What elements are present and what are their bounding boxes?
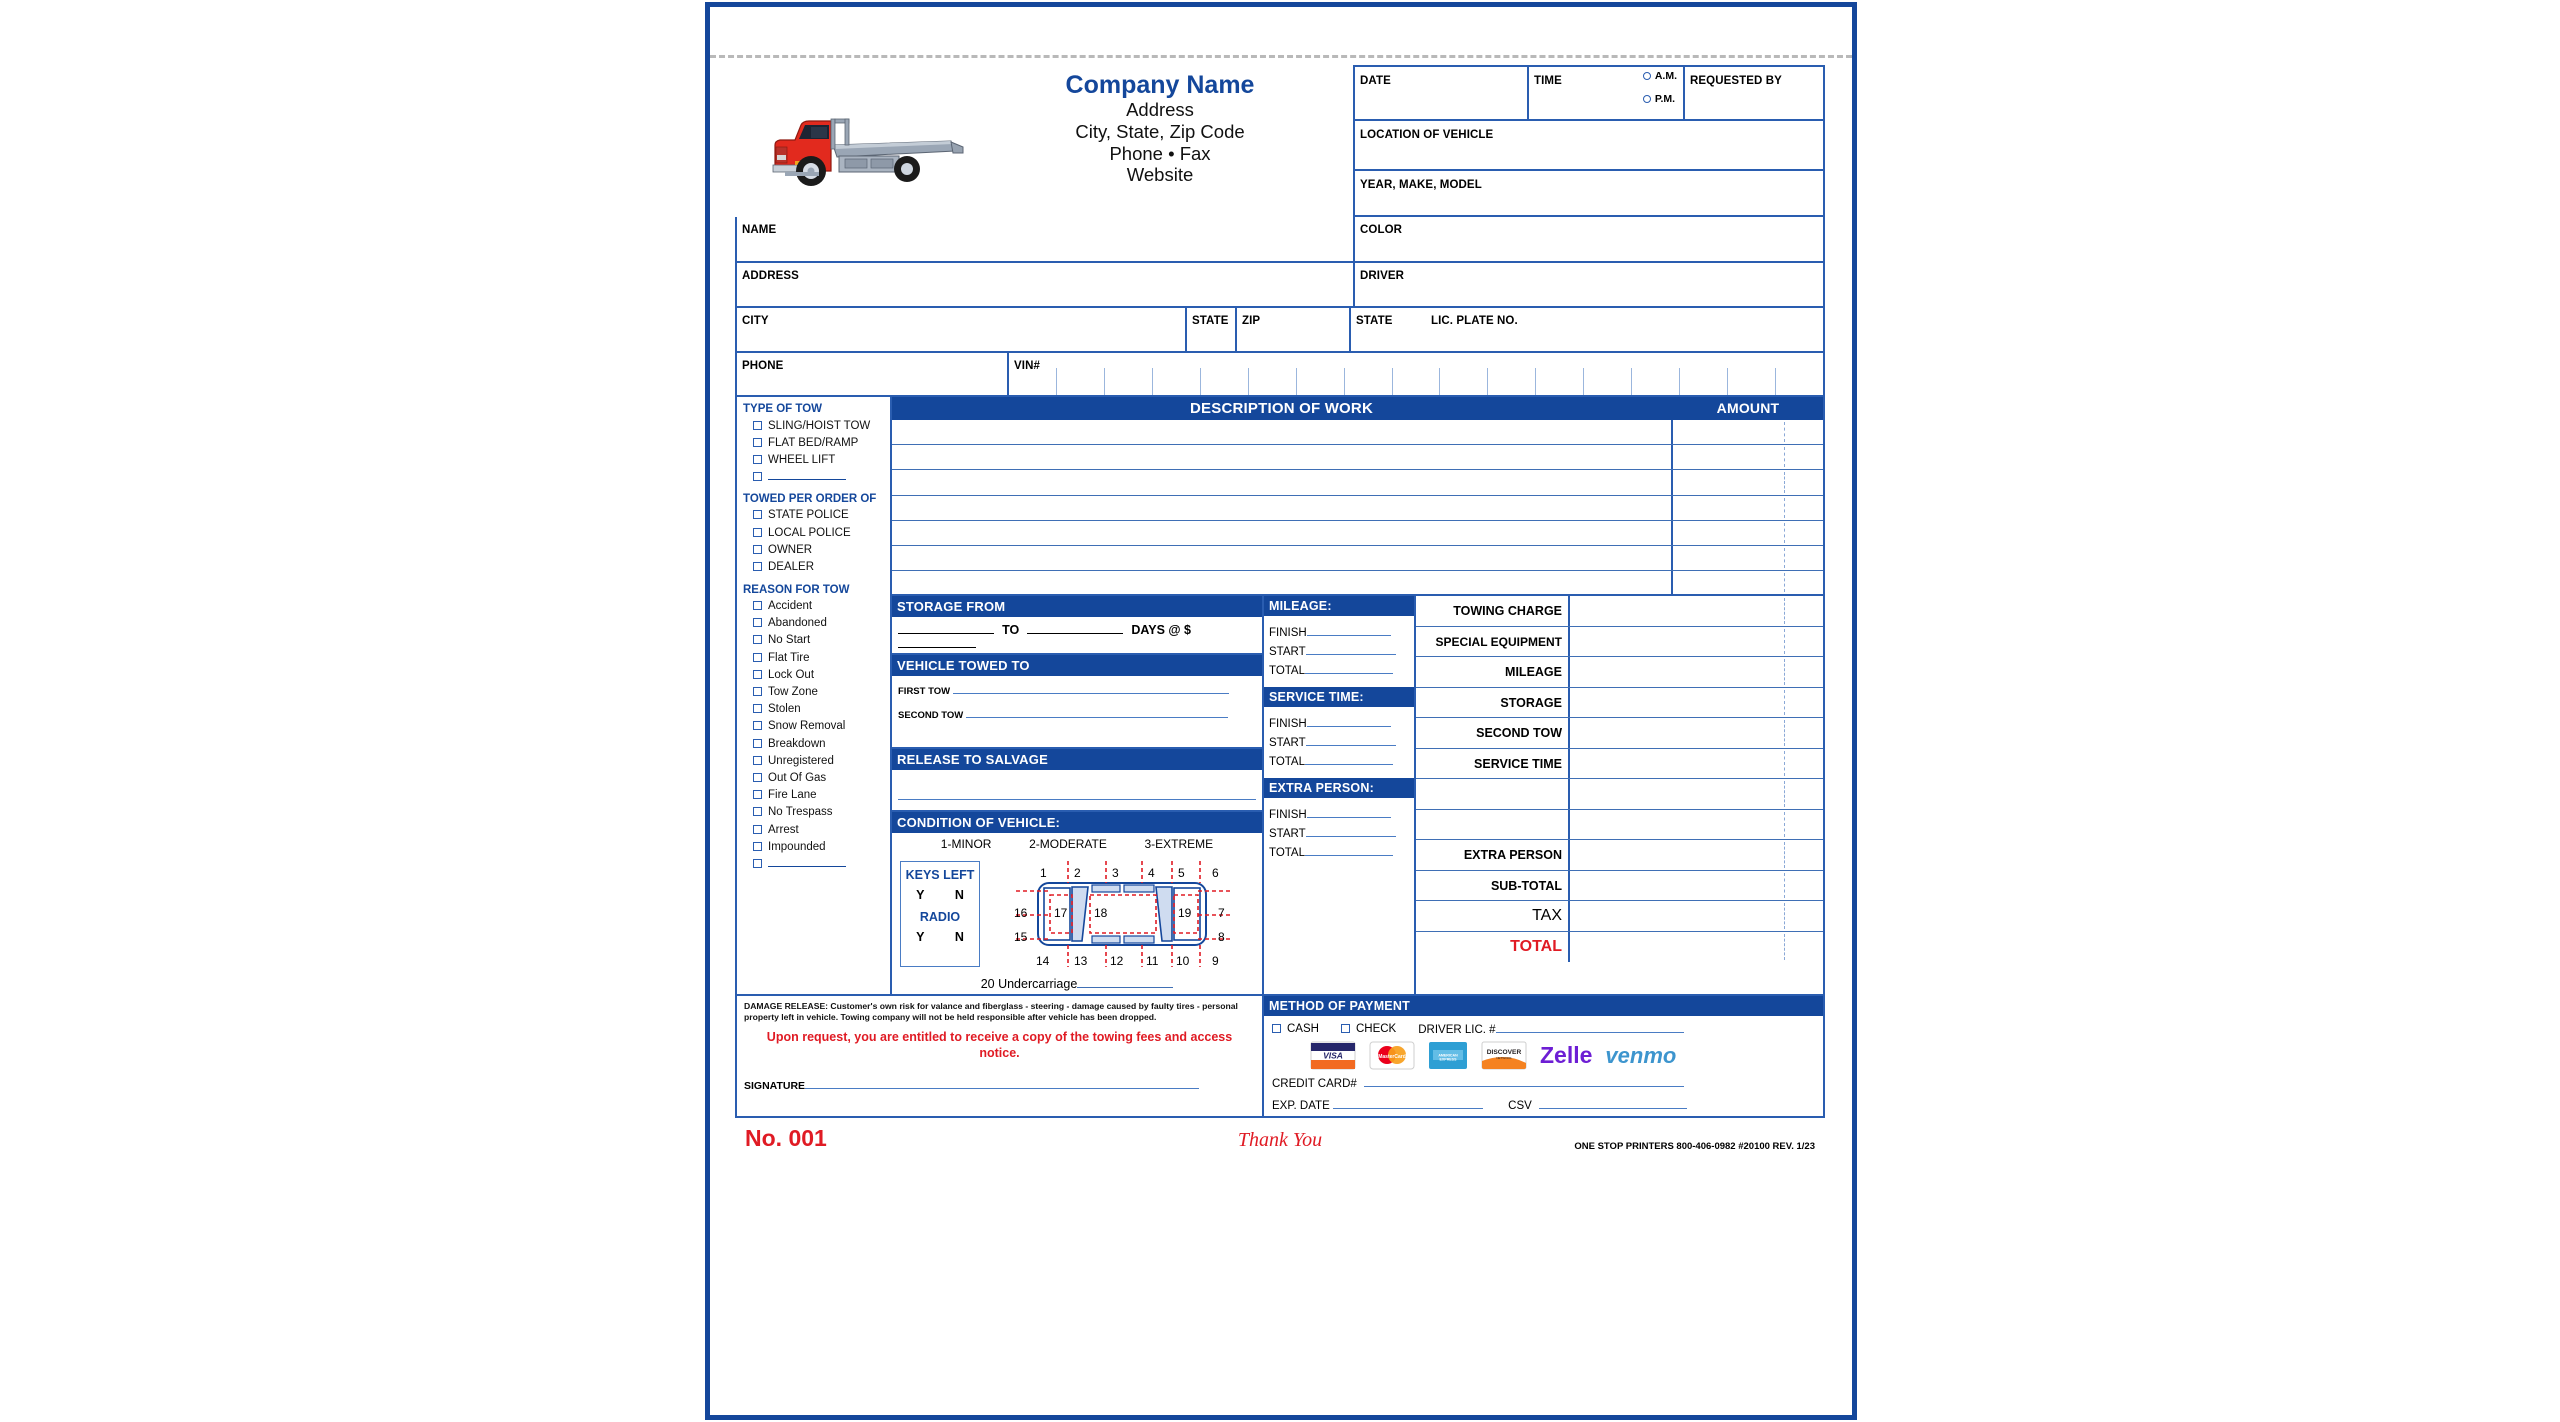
checkbox-icon	[753, 635, 762, 644]
checkbox-icon	[753, 807, 762, 816]
service-finish-input[interactable]	[1307, 716, 1391, 727]
checkbox-icon	[753, 455, 762, 464]
checkbox-sidebar	[737, 397, 892, 994]
checkbox-owner[interactable]: OWNER	[743, 541, 885, 558]
keys-left-label: KEYS LEFT	[905, 868, 975, 883]
mileage-total-row[interactable]: TOTAL	[1269, 663, 1410, 677]
work-row[interactable]	[892, 445, 1823, 470]
svg-text:12: 12	[1110, 954, 1124, 969]
svg-text:4: 4	[1148, 866, 1155, 881]
svg-text:17: 17	[1054, 906, 1068, 921]
field-requested-by[interactable]: REQUESTED BY	[1683, 67, 1823, 119]
service-time-title: SERVICE TIME:	[1264, 687, 1414, 707]
charge-row-total[interactable]: TOTAL	[1416, 932, 1823, 963]
checkbox-tow-type-other[interactable]	[743, 469, 885, 486]
first-tow-input[interactable]	[953, 682, 1229, 694]
checkbox-impounded[interactable]: Impounded	[743, 838, 885, 855]
storage-rate-input[interactable]	[898, 637, 976, 648]
scale-moderate: 2-MODERATE	[1029, 837, 1107, 852]
work-description-cell[interactable]	[892, 445, 1671, 469]
vin-tick-cells	[1009, 368, 1823, 395]
charge-row-mileage[interactable]: MILEAGE	[1416, 657, 1823, 688]
work-amount-cell[interactable]	[1671, 496, 1823, 520]
charge-row-extra-person[interactable]: EXTRA PERSON	[1416, 840, 1823, 871]
accepted-card-logos	[1272, 1036, 1815, 1074]
work-row[interactable]	[892, 420, 1823, 445]
checkbox-icon	[753, 790, 762, 799]
service-total-row[interactable]: TOTAL	[1269, 754, 1410, 768]
work-row[interactable]	[892, 521, 1823, 546]
salvage-input[interactable]	[898, 776, 1256, 800]
checkbox-icon	[753, 472, 762, 481]
pm-radio-icon	[1643, 95, 1651, 103]
keys-left-yes[interactable]: Y	[916, 888, 925, 903]
checkbox-icon	[753, 528, 762, 537]
work-description-cell[interactable]	[892, 420, 1671, 444]
damage-release-text: DAMAGE RELEASE: Customer's own risk for valance and fiberglass - steering - damage caused by faulty tires - personal property left in vehicle. Towing company will not be held responsible after vehicle has been dropped.	[744, 1001, 1238, 1023]
charge-amount-cell[interactable]	[1568, 718, 1823, 748]
charge-amount-cell[interactable]	[1568, 657, 1823, 687]
checkbox-flat-tire[interactable]: Flat Tire	[743, 649, 885, 666]
signature-input[interactable]	[805, 1077, 1199, 1089]
charge-row-storage[interactable]: STORAGE	[1416, 688, 1823, 719]
checkbox-reason-other[interactable]	[743, 855, 885, 872]
checkbox-stolen[interactable]: Stolen	[743, 701, 885, 718]
charge-amount-cell[interactable]	[1568, 871, 1823, 901]
extra-finish-row[interactable]: FINISH	[1269, 807, 1410, 821]
field-plate[interactable]: STATE LIC. PLATE NO.	[1349, 308, 1823, 351]
field-state[interactable]: STATE	[1185, 308, 1235, 351]
checkbox-state-police[interactable]: STATE POLICE	[743, 507, 885, 524]
charge-amount-cell[interactable]	[1568, 779, 1823, 809]
svg-text:18: 18	[1094, 906, 1108, 921]
reason-for-tow-title: REASON FOR TOW	[743, 583, 850, 596]
svg-text:11: 11	[1146, 954, 1159, 969]
credit-card-input[interactable]	[1364, 1075, 1684, 1087]
field-vin[interactable]: VIN#	[1007, 353, 1823, 395]
storage-tow-condition-column	[892, 596, 1264, 994]
svg-text:15: 15	[1014, 930, 1028, 945]
type-of-tow-title: TYPE OF TOW	[743, 403, 823, 415]
work-amount-cell[interactable]	[1671, 420, 1823, 444]
mileage-finish-row[interactable]: FINISH	[1269, 625, 1410, 639]
method-of-payment-title: METHOD OF PAYMENT	[1264, 996, 1823, 1016]
amount-column-title: AMOUNT	[1671, 397, 1823, 420]
company-name: Company Name	[1065, 71, 1255, 99]
checkbox-arrest[interactable]: Arrest	[743, 821, 885, 838]
amex-logo-icon	[1428, 1041, 1468, 1070]
second-tow-row[interactable]: SECOND TOW	[898, 706, 1256, 721]
checkbox-check[interactable]: CHECK	[1341, 1023, 1396, 1035]
charge-amount-cell[interactable]	[1568, 810, 1823, 840]
mileage-start-row[interactable]: START	[1269, 644, 1410, 658]
keys-left-no[interactable]: N	[954, 888, 964, 903]
extra-person-title: EXTRA PERSON:	[1264, 778, 1414, 798]
vehicle-damage-diagram[interactable]	[984, 855, 1256, 973]
work-amount-cell[interactable]	[1671, 546, 1823, 570]
vehicle-towed-to-title: VEHICLE TOWED TO	[892, 655, 1262, 676]
undercarriage-input[interactable]	[1077, 976, 1173, 988]
towed-per-order-title: TOWED PER ORDER OF	[743, 492, 877, 505]
company-block	[735, 65, 1353, 217]
mileage-title: MILEAGE:	[1264, 596, 1414, 616]
checkbox-icon	[753, 438, 762, 447]
checkbox-icon	[753, 601, 762, 610]
charge-row-special-equipment[interactable]: SPECIAL EQUIPMENT	[1416, 627, 1823, 658]
work-description-cell[interactable]	[892, 521, 1671, 545]
field-customer-name[interactable]: NAME	[742, 224, 777, 236]
svg-text:19: 19	[1178, 906, 1192, 921]
company-info	[971, 71, 1349, 186]
checkbox-no-start[interactable]: No Start	[743, 632, 885, 649]
checkbox-icon	[753, 739, 762, 748]
work-and-charges	[892, 397, 1823, 994]
csv-input[interactable]	[1539, 1097, 1687, 1109]
first-tow-row[interactable]: FIRST TOW	[898, 682, 1256, 697]
checkbox-no-trespass[interactable]: No Trespass	[743, 804, 885, 821]
svg-text:16: 16	[1014, 906, 1028, 921]
checkbox-local-police[interactable]: LOCAL POLICE	[743, 524, 885, 541]
svg-text:2: 2	[1074, 866, 1081, 881]
service-start-row[interactable]: START	[1269, 735, 1410, 749]
checkbox-snow-removal[interactable]: Snow Removal	[743, 718, 885, 735]
payment-top-row	[1272, 1021, 1815, 1036]
extra-total-input[interactable]	[1305, 845, 1393, 856]
towed-to-fields	[892, 676, 1262, 749]
extra-start-row[interactable]: START	[1269, 826, 1410, 840]
checkbox-icon	[753, 756, 762, 765]
checkbox-sling-hoist-tow[interactable]: SLING/HOIST TOW	[743, 417, 885, 434]
form-body	[735, 397, 1825, 996]
condition-of-vehicle-section	[892, 833, 1262, 994]
work-description-cell[interactable]	[892, 496, 1671, 520]
checkbox-fire-lane[interactable]: Fire Lane	[743, 787, 885, 804]
work-amount-cell[interactable]	[1671, 470, 1823, 494]
radio-pm[interactable]: P.M.	[1643, 93, 1677, 105]
release-to-salvage-title: RELEASE TO SALVAGE	[892, 749, 1262, 770]
work-row[interactable]	[892, 470, 1823, 495]
field-driver[interactable]: DRIVER	[1353, 263, 1823, 306]
field-phone[interactable]: PHONE	[742, 360, 784, 372]
extra-total-row[interactable]: TOTAL	[1269, 845, 1410, 859]
checkbox-out-of-gas[interactable]: Out Of Gas	[743, 769, 885, 786]
charge-amount-cell[interactable]	[1568, 749, 1823, 779]
charge-row-towing[interactable]: TOWING CHARGE	[1416, 596, 1823, 627]
charge-amount-cell[interactable]	[1568, 932, 1823, 963]
checkbox-flat-bed-ramp[interactable]: FLAT BED/RAMP	[743, 434, 885, 451]
work-row[interactable]	[892, 571, 1823, 596]
charge-amount-cell[interactable]	[1568, 901, 1823, 931]
description-of-work-header	[892, 397, 1823, 420]
keys-radio-box	[900, 861, 980, 967]
thank-you-text: Thank You	[1237, 1129, 1323, 1152]
svg-text:7: 7	[1218, 906, 1225, 921]
scale-minor: 1-MINOR	[940, 837, 992, 852]
form-header	[735, 65, 1825, 217]
storage-from-title: STORAGE FROM	[892, 596, 1262, 617]
service-total-input[interactable]	[1305, 754, 1393, 765]
work-row[interactable]	[892, 496, 1823, 521]
car-top-view-diagram[interactable]	[984, 855, 1256, 973]
payment-block	[1264, 996, 1823, 1116]
charge-row-service-time[interactable]: SERVICE TIME	[1416, 749, 1823, 780]
svg-text:VISA: VISA	[1323, 1050, 1343, 1061]
charge-amount-cell[interactable]	[1568, 596, 1823, 626]
customer-vehicle-block	[735, 217, 1825, 397]
checkbox-accident[interactable]: Accident	[743, 598, 885, 615]
checkbox-icon	[753, 618, 762, 627]
second-tow-input[interactable]	[966, 706, 1228, 718]
invoice-page	[705, 2, 1857, 1420]
checkbox-icon	[753, 670, 762, 679]
checkbox-icon	[753, 510, 762, 519]
field-credit-card[interactable]: CREDIT CARD#	[1272, 1074, 1815, 1097]
tow-truck-icon	[755, 101, 967, 189]
work-description-cell[interactable]	[892, 546, 1671, 570]
svg-text:5: 5	[1178, 866, 1185, 881]
field-date[interactable]: DATE	[1360, 75, 1391, 87]
field-year-make-model[interactable]: YEAR, MAKE, MODEL	[1360, 179, 1482, 191]
description-of-work-rows	[892, 420, 1823, 596]
undercarriage-row[interactable]: 20 Undercarriage	[892, 975, 1262, 994]
svg-text:9: 9	[1212, 954, 1219, 969]
company-website: Website	[1126, 164, 1194, 186]
checkbox-icon	[753, 545, 762, 554]
storage-from-input[interactable]	[898, 623, 994, 634]
svg-text:MasterCard: MasterCard	[1378, 1054, 1406, 1061]
form-footer	[735, 1118, 1825, 1152]
checkbox-unregistered[interactable]: Unregistered	[743, 752, 885, 769]
tow-invoice-form	[735, 65, 1825, 1152]
mileage-start-input[interactable]	[1306, 644, 1396, 655]
checkbox-dealer[interactable]: DEALER	[743, 558, 885, 575]
checkbox-icon	[753, 842, 762, 851]
checkbox-abandoned[interactable]: Abandoned	[743, 615, 885, 632]
field-zip[interactable]: ZIP	[1235, 308, 1349, 351]
service-time-fields	[1264, 707, 1414, 778]
form-bottom	[735, 996, 1825, 1118]
checkbox-cash[interactable]: CASH	[1272, 1023, 1319, 1035]
svg-text:13: 13	[1074, 954, 1088, 969]
signature-row[interactable]: SIGNATURE	[744, 1071, 1255, 1092]
condition-of-vehicle-title: CONDITION OF VEHICLE:	[892, 812, 1262, 833]
svg-text:DISCOVER: DISCOVER	[1486, 1049, 1522, 1057]
checkbox-icon	[1341, 1024, 1350, 1033]
radio-yes[interactable]: Y	[916, 930, 925, 945]
discover-logo-icon	[1481, 1041, 1527, 1070]
radio-label: RADIO	[919, 910, 961, 925]
release-to-salvage-field[interactable]	[892, 770, 1262, 812]
scale-extreme: 3-EXTREME	[1144, 837, 1214, 852]
work-description-cell[interactable]	[892, 571, 1671, 594]
zelle-logo-icon: Zelle	[1540, 1042, 1593, 1069]
description-of-work-title: DESCRIPTION OF WORK	[1190, 400, 1373, 417]
time-readings-column	[1264, 596, 1416, 994]
svg-text:8: 8	[1218, 930, 1225, 945]
checkbox-icon	[753, 773, 762, 782]
field-city[interactable]: CITY	[742, 315, 769, 327]
checkbox-icon	[753, 825, 762, 834]
svg-text:6: 6	[1212, 866, 1219, 881]
svg-text:3: 3	[1112, 866, 1119, 881]
work-amount-cell[interactable]	[1671, 571, 1823, 594]
svg-text:AMERICAN: AMERICAN	[1438, 1053, 1458, 1058]
exp-date-input[interactable]	[1333, 1097, 1483, 1109]
mileage-total-input[interactable]	[1305, 663, 1393, 674]
damage-release-block	[737, 996, 1264, 1116]
checkbox-icon	[753, 562, 762, 571]
mileage-fields	[1264, 616, 1414, 687]
extra-person-fields	[1264, 798, 1414, 869]
checkbox-icon	[753, 653, 762, 662]
charge-row-second-tow[interactable]: SECOND TOW	[1416, 718, 1823, 749]
svg-text:14: 14	[1036, 954, 1050, 969]
service-start-input[interactable]	[1306, 735, 1396, 746]
field-driver-lic[interactable]: DRIVER LIC. #	[1418, 1021, 1683, 1036]
charge-amount-cell[interactable]	[1568, 627, 1823, 657]
svg-text:NETWORK: NETWORK	[1496, 1056, 1512, 1061]
damage-scale-legend	[892, 833, 1262, 853]
checkbox-icon	[753, 859, 762, 868]
charge-row-sub-total[interactable]: SUB-TOTAL	[1416, 871, 1823, 902]
company-address: Address	[1126, 99, 1194, 120]
checkbox-icon	[1272, 1024, 1281, 1033]
svg-text:EXPRESS: EXPRESS	[1439, 1057, 1457, 1062]
field-vehicle-color[interactable]: COLOR	[1353, 217, 1823, 261]
checkbox-icon	[753, 687, 762, 696]
work-description-cell[interactable]	[892, 470, 1671, 494]
charge-amount-cell[interactable]	[1568, 688, 1823, 718]
am-radio-icon	[1643, 72, 1651, 80]
checkbox-tow-zone[interactable]: Tow Zone	[743, 683, 885, 700]
service-finish-row[interactable]: FINISH	[1269, 716, 1410, 730]
invoice-number: No. 001	[745, 1125, 827, 1152]
work-amount-cell[interactable]	[1671, 521, 1823, 545]
field-customer-address[interactable]: ADDRESS	[742, 270, 799, 282]
field-time[interactable]: TIME A.M. P.M.	[1527, 67, 1683, 119]
extra-finish-input[interactable]	[1307, 807, 1391, 818]
checkbox-icon	[753, 421, 762, 430]
radio-am[interactable]: A.M.	[1643, 70, 1677, 82]
company-city-state-zip: City, State, Zip Code	[1075, 120, 1245, 142]
driver-lic-input[interactable]	[1496, 1021, 1684, 1033]
extra-start-input[interactable]	[1306, 826, 1396, 837]
mileage-finish-input[interactable]	[1307, 625, 1391, 636]
storage-dates-row[interactable]: TO DAYS @ $	[892, 617, 1262, 655]
write-in-line[interactable]	[768, 858, 846, 867]
perforation-line	[710, 55, 1852, 58]
printer-info: ONE STOP PRINTERS 800-406-0982 #20100 REV. 1/23	[1574, 1141, 1815, 1153]
mastercard-logo-icon	[1369, 1041, 1415, 1070]
checkbox-lock-out[interactable]: Lock Out	[743, 666, 885, 683]
visa-logo-icon	[1310, 1041, 1356, 1070]
checkbox-breakdown[interactable]: Breakdown	[743, 735, 885, 752]
job-header-fields	[1353, 65, 1825, 217]
charge-row-blank-2[interactable]	[1416, 810, 1823, 841]
checkbox-wheel-lift[interactable]: WHEEL LIFT	[743, 451, 885, 468]
venmo-logo-icon: venmo	[1605, 1042, 1677, 1068]
work-amount-cell[interactable]	[1671, 445, 1823, 469]
charge-amount-cell[interactable]	[1568, 840, 1823, 870]
charge-row-blank-1[interactable]	[1416, 779, 1823, 810]
checkbox-icon	[753, 704, 762, 713]
charge-row-tax[interactable]: TAX	[1416, 901, 1823, 932]
charges-column	[1416, 596, 1823, 994]
field-location-of-vehicle[interactable]: LOCATION OF VEHICLE	[1360, 129, 1494, 141]
checkbox-icon	[753, 721, 762, 730]
svg-text:1: 1	[1040, 866, 1047, 881]
write-in-line[interactable]	[768, 471, 846, 480]
storage-to-input[interactable]	[1027, 623, 1123, 634]
svg-text:10: 10	[1176, 954, 1190, 969]
field-exp-csv[interactable]: EXP. DATE CSV	[1272, 1097, 1815, 1112]
company-phone-fax: Phone • Fax	[1109, 142, 1211, 164]
radio-no[interactable]: N	[954, 930, 964, 945]
details-and-charges	[892, 596, 1823, 994]
work-row[interactable]	[892, 546, 1823, 571]
payment-fields	[1264, 1016, 1823, 1116]
towing-fees-notice: Upon request, you are entitled to receive a copy of the towing fees and access notice.	[766, 1030, 1233, 1060]
